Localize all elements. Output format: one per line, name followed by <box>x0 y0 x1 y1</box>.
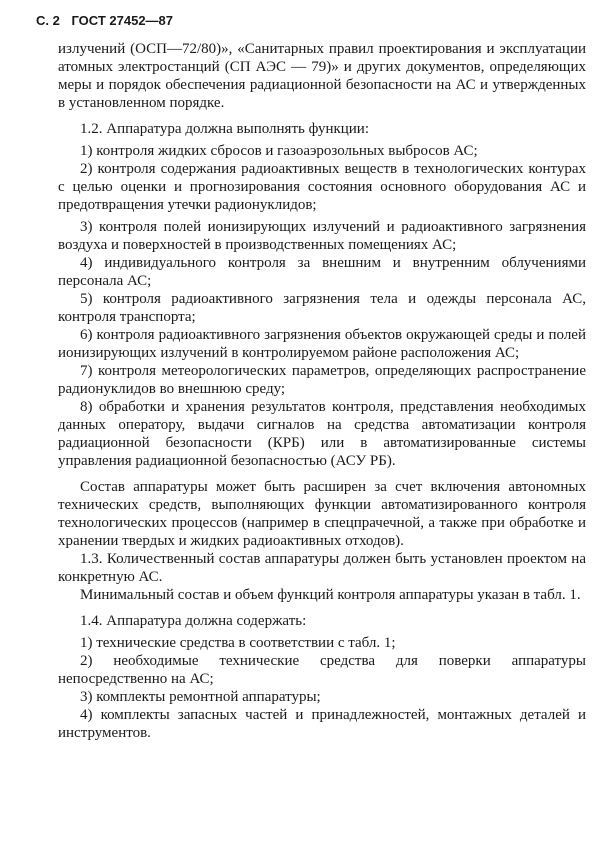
list-item: 4) комплекты запасных частей и принадлежностей, монтажных деталей и инструментов. <box>58 707 586 741</box>
list-item: 8) обработки и хранения результатов контроля, представления необходимых данных оператору, выдачи сигналов на средства автоматизации контроля радиационной безопасности (КРБ) или в автоматизированные системы управления радиационной безопасностью (АСУ РБ). <box>58 399 586 469</box>
list-item: 7) контроля метеорологических параметров, определяющих распространение радионуклидов во внешнюю среду; <box>58 363 586 397</box>
paragraph-continuation: излучений (ОСП—72/80)», «Санитарных правил проектирования и эксплуатации атомных электростанций (СП АЭС — 79)» и других документов, определяющих меры и порядок обеспечения радиационной безопасности на АС и утвержденных в установленном порядке. <box>58 41 586 111</box>
document-page <box>36 10 586 742</box>
list-item: 4) индивидуального контроля за внешним и внутренним облучениями персонала АС; <box>58 255 586 289</box>
paragraph-1-2-heading: 1.2. Аппаратура должна выполнять функции: <box>80 121 370 137</box>
paragraph-minimum: Минимальный состав и объем функций контроля аппаратуры указан в табл. 1. <box>80 587 581 603</box>
paragraph-composition: Состав аппаратуры может быть расширен за счет включения автономных технических средств, выполняющих функции автоматизированного контроля технологических процессов (например в спецпрачечной, а также при обработке и хранении твердых и жидких радиоактивных отходов). <box>58 479 586 549</box>
list-item: 6) контроля радиоактивного загрязнения объектов окружающей среды и полей ионизирующих излучений в контролируемом районе расположения АС; <box>58 327 586 361</box>
paragraph-1-4-heading: 1.4. Аппаратура должна содержать: <box>80 613 307 629</box>
list-item: 2) необходимые технические средства для поверки аппаратуры непосредственно на АС; <box>58 653 586 687</box>
page-header <box>36 10 586 40</box>
list-item: 3) контроля полей ионизирующих излучений и радиоактивного загрязнения воздуха и поверхностей в производственных помещениях АС; <box>58 219 586 253</box>
list-item: 3) комплекты ремонтной аппаратуры; <box>80 689 321 705</box>
list-item: 1) контроля жидких сбросов и газоаэрозольных выбросов АС; <box>80 143 478 159</box>
list-item: 2) контроля содержания радиоактивных веществ в технологических контурах с целью оценки и прогнозирования состояния основного оборудования АС и предотвращения утечки радионуклидов; <box>58 161 586 213</box>
standard-code: ГОСТ 27452—87 <box>71 13 174 28</box>
page-number: С. 2 <box>36 13 60 28</box>
list-item: 1) технические средства в соответствии с табл. 1; <box>80 635 396 651</box>
list-item: 5) контроля радиоактивного загрязнения тела и одежды персонала АС, контроля транспорта; <box>58 291 586 325</box>
paragraph-1-3: 1.3. Количественный состав аппаратуры должен быть установлен проектом на конкретную АС. <box>58 551 586 585</box>
